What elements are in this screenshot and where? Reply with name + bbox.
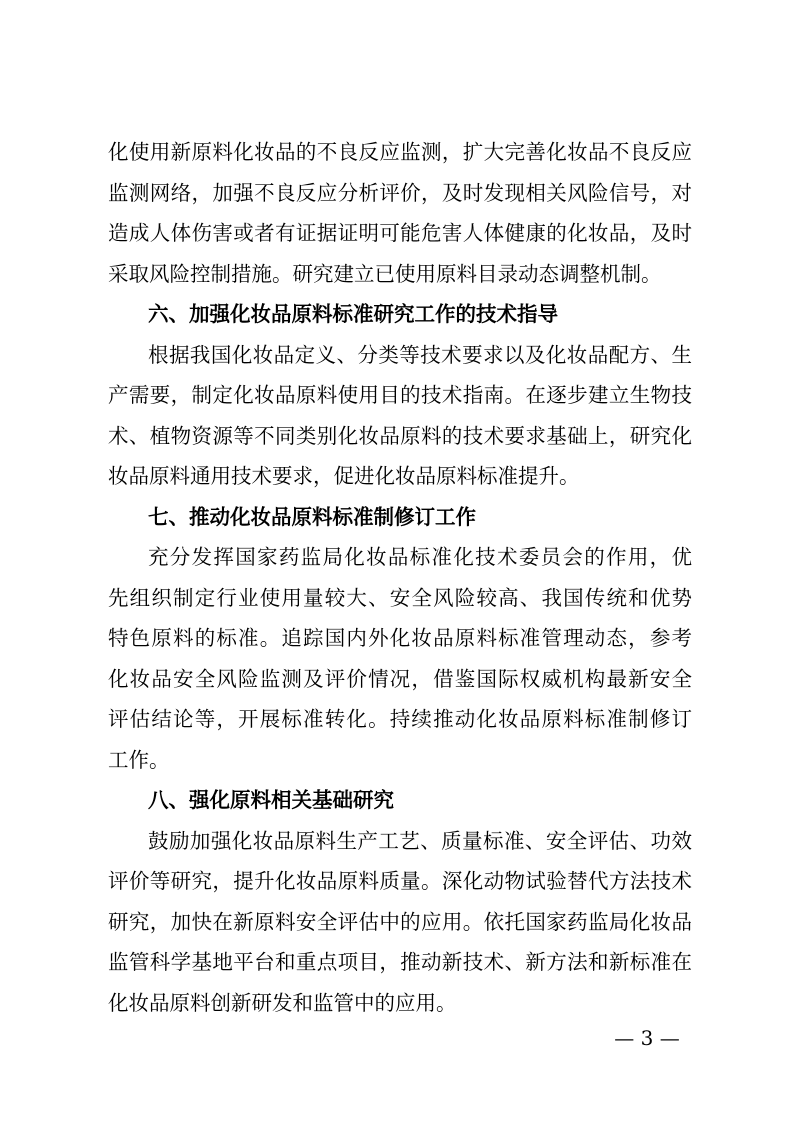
paragraph-line: 采取风险控制措施。研究建立已使用原料目录动态调整机制。 [108,261,662,286]
paragraph-line: 特色原料的标准。追踪国内外化妆品原料标准管理动态，参考 [108,626,692,650]
section-8 [108,780,692,1023]
paragraph-line: 鼓励加强化妆品原料生产工艺、质量标准、安全评估、功效 [148,828,692,853]
paragraph-line: 术、植物资源等不同类别化妆品原料的技术要求基础上，研究化 [108,423,692,448]
paragraph-line: 妆品原料通用技术要求，促进化妆品原料标准提升。 [108,464,580,488]
section-heading: 八、强化原料相关基础研究 [148,788,394,812]
paragraph-line: 根据我国化妆品定义、分类等技术要求以及化妆品配方、生 [148,342,692,367]
section-heading: 七、推动化妆品原料标准制修订工作 [148,504,476,529]
paragraph-line: 造成人体伤害或者有证据证明可能危害人体健康的化妆品，及时 [108,221,692,245]
paragraph-line: 工作。 [108,747,170,772]
section-heading: 六、加强化妆品原料标准研究工作的技术指导 [148,302,558,326]
paragraph-line: 化妆品安全风险监测及评价情况，借鉴国际权威机构最新安全 [108,666,692,691]
paragraph-line: 监管科学基地平台和重点项目，推动新技术、新方法和新标准在 [108,950,692,974]
paragraph-line: 先组织制定行业使用量较大、安全风险较高、我国传统和优势 [108,585,692,610]
document-body [108,132,692,1023]
paragraph-line: 化使用新原料化妆品的不良反应监测，扩大完善化妆品不良反应 [108,140,692,164]
paragraph-line: 充分发挥国家药监局化妆品标准化技术委员会的作用，优 [148,545,692,569]
paragraph-line: 监测网络，加强不良反应分析评价，及时发现相关风险信号，对 [108,180,692,205]
section-6 [108,294,692,497]
paragraph-line: 研究，加快在新原料安全评估中的应用。依托国家药监局化妆品 [108,909,692,934]
paragraph-line: 化妆品原料创新研发和监管中的应用。 [108,990,457,1015]
paragraph-line: 评价等研究，提升化妆品原料质量。深化动物试验替代方法技术 [108,869,692,893]
paragraph-line: 产需要，制定化妆品原料使用目的技术指南。在逐步建立生物技 [108,383,692,407]
page-number: — 3 — [614,1026,680,1050]
continuation-paragraph [108,132,692,294]
section-7 [108,497,692,781]
paragraph-line: 评估结论等，开展标准转化。持续推动化妆品原料标准制修订 [108,707,692,731]
